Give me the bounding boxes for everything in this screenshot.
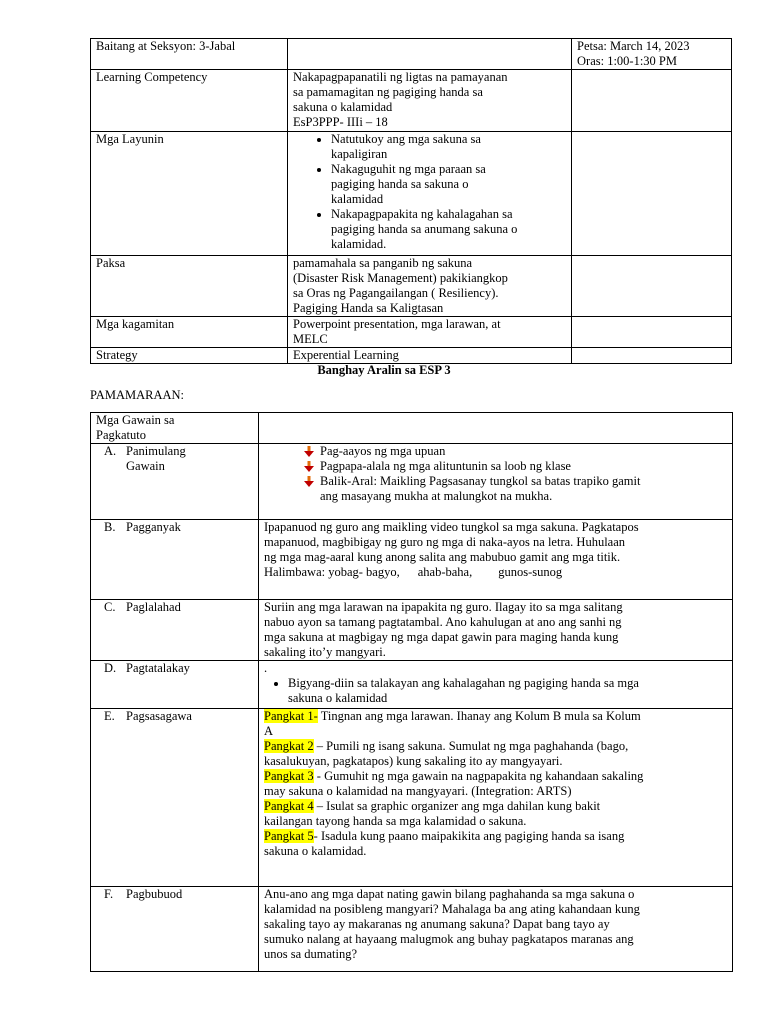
group-tag: Pangkat 5 <box>264 829 314 843</box>
objective-item: • Natutukoy ang mga sakuna sa kapaligiran <box>331 132 566 162</box>
arrow-list-item: Pag-aayos ng mga upuan <box>304 444 727 459</box>
group-tag: Pangkat 2 <box>264 739 314 753</box>
step-e-content: Pangkat 1- Tingnan ang mga larawan. Ihanay ang Kolum B mula sa Kolum A Pangkat 2 – Pumili ng isang sakuna. Sumulat ng mga paghahanda (bago, kasalukuyan, pagkatapos) kung sakaling ito ay mangyayari. Pangkat 3 - Gumuhit ng mga gawain na nagpapakita ng kahandaan sakaling may sakuna o kalamidad na mangyayari. (Integration: ARTS) Pangkat 4 – Isulat sa graphic organizer ang mga dahilan kung bakit kailangan tayong handa sa mga kalamidad o sakuna. Pangkat 5- Isadula kung paano maipakikita ang pagiging handa sa isang sakuna o kalamidad. <box>259 709 733 887</box>
group-tag: Pangkat 1- <box>264 709 318 723</box>
activities-header: Mga Gawain sa Pagkatuto <box>91 413 259 444</box>
step-c-label: C. Paglalahad <box>91 600 259 661</box>
arrow-down-bullet-icon <box>304 446 314 458</box>
step-d-content: . • Bigyang-diin sa talakayan ang kahalagahan ng pagiging handa sa mga sakuna o kalamidad <box>259 661 733 709</box>
group-tag: Pangkat 3 <box>264 769 314 783</box>
step-b-label: B. Pagganyak <box>91 520 259 600</box>
step-a-content <box>259 444 733 520</box>
document-title: Banghay Aralin sa ESP 3 <box>317 363 451 377</box>
objectives-list <box>288 132 572 256</box>
arrow-down-bullet-icon <box>304 461 314 473</box>
step-a-label: A. Panimulang Gawain <box>91 444 259 520</box>
strategy-label: Strategy <box>91 348 288 364</box>
step-d-label: D. Pagtatalakay <box>91 661 259 709</box>
procedure-table <box>90 412 733 972</box>
grade-section-cell: Baitang at Seksyon: 3-Jabal <box>91 39 288 70</box>
materials-label: Mga kagamitan <box>91 317 288 348</box>
step-f-content: Anu-ano ang mga dapat nating gawin bilang paghahanda sa mga sakuna o kalamidad na posibleng mangyari? Mahalaga ba ang ating kahandaan kung sakaling tayo ay makaranas ng anumang sakuna? Dapat bang tayo ay sumuko nalang at hayaang malugmok ang buhay pagkatapos maranas ang unos sa dumating? <box>259 887 733 972</box>
time-text: Oras: 1:00-1:30 PM <box>577 54 677 68</box>
group-tag: Pangkat 4 <box>264 799 314 813</box>
objective-item: • Nakaguguhit ng mga paraan sa pagiging handa sa sakuna o kalamidad <box>331 162 566 207</box>
strategy-value: Experential Learning <box>288 348 572 364</box>
procedure-heading: PAMAMARAAN: <box>90 388 185 402</box>
date-text: Petsa: March 14, 2023 <box>577 39 690 53</box>
step-b-content: Ipapanuod ng guro ang maikling video tungkol sa mga sakuna. Pagkatapos mapanuod, magbibigay ng guro ng mga di naka-ayos na letra. Huhulaan ng mga mag-aaral kung anong salita ang mabubuo gamit ang mga titik. Halimbawa: yobag- bagyo, ahab-baha, gunos-sunog <box>259 520 733 600</box>
arrow-list-item: Pagpapa-alala ng mga alituntunin sa loob ng klase <box>304 459 727 474</box>
step-e-label: E. Pagsasagawa <box>91 709 259 887</box>
objective-item: • Nakapagpapakita ng kahalagahan sa pagiging handa sa anumang sakuna o kalamidad. <box>331 207 566 252</box>
competency-label: Learning Competency <box>91 70 288 132</box>
arrow-list-item: Balik-Aral: Maikling Pagsasanay tungkol sa batas trapiko gamit ang masayang mukha at malungkot na mukha. <box>304 474 727 504</box>
competency-value: Nakapagpapanatili ng ligtas na pamayanan sa pamamagitan ng pagiging handa sa sakuna o kalamidad EsP3PPP- IIIi – 18 <box>288 70 572 132</box>
empty-cell <box>288 39 572 70</box>
arrow-down-bullet-icon <box>304 476 314 488</box>
step-c-content: Suriin ang mga larawan na ipapakita ng guro. Ilagay ito sa mga salitang nabuo ayon sa tamang pagtatambal. Ano kahulugan at ano ang sanhi ng mga sakuna at magbigay ng mga dapat gawin para maging handa kung sakaling ito’y mangyari. <box>259 600 733 661</box>
materials-value: Powerpoint presentation, mga larawan, at MELC <box>288 317 572 348</box>
topic-label: Paksa <box>91 256 288 317</box>
discussion-item: • Bigyang-diin sa talakayan ang kahalagahan ng pagiging handa sa mga sakuna o kalamidad <box>288 676 727 706</box>
date-time-cell <box>572 39 732 70</box>
step-f-label: F. Pagbubuod <box>91 887 259 972</box>
topic-value: pamamahala sa panganib ng sakuna (Disaster Risk Management) pakikiangkop sa Oras ng Pagangailangan ( Resiliency). Pagiging Handa sa Kaligtasan <box>288 256 572 317</box>
lesson-info-table <box>90 38 732 364</box>
objectives-label: Mga Layunin <box>91 132 288 256</box>
